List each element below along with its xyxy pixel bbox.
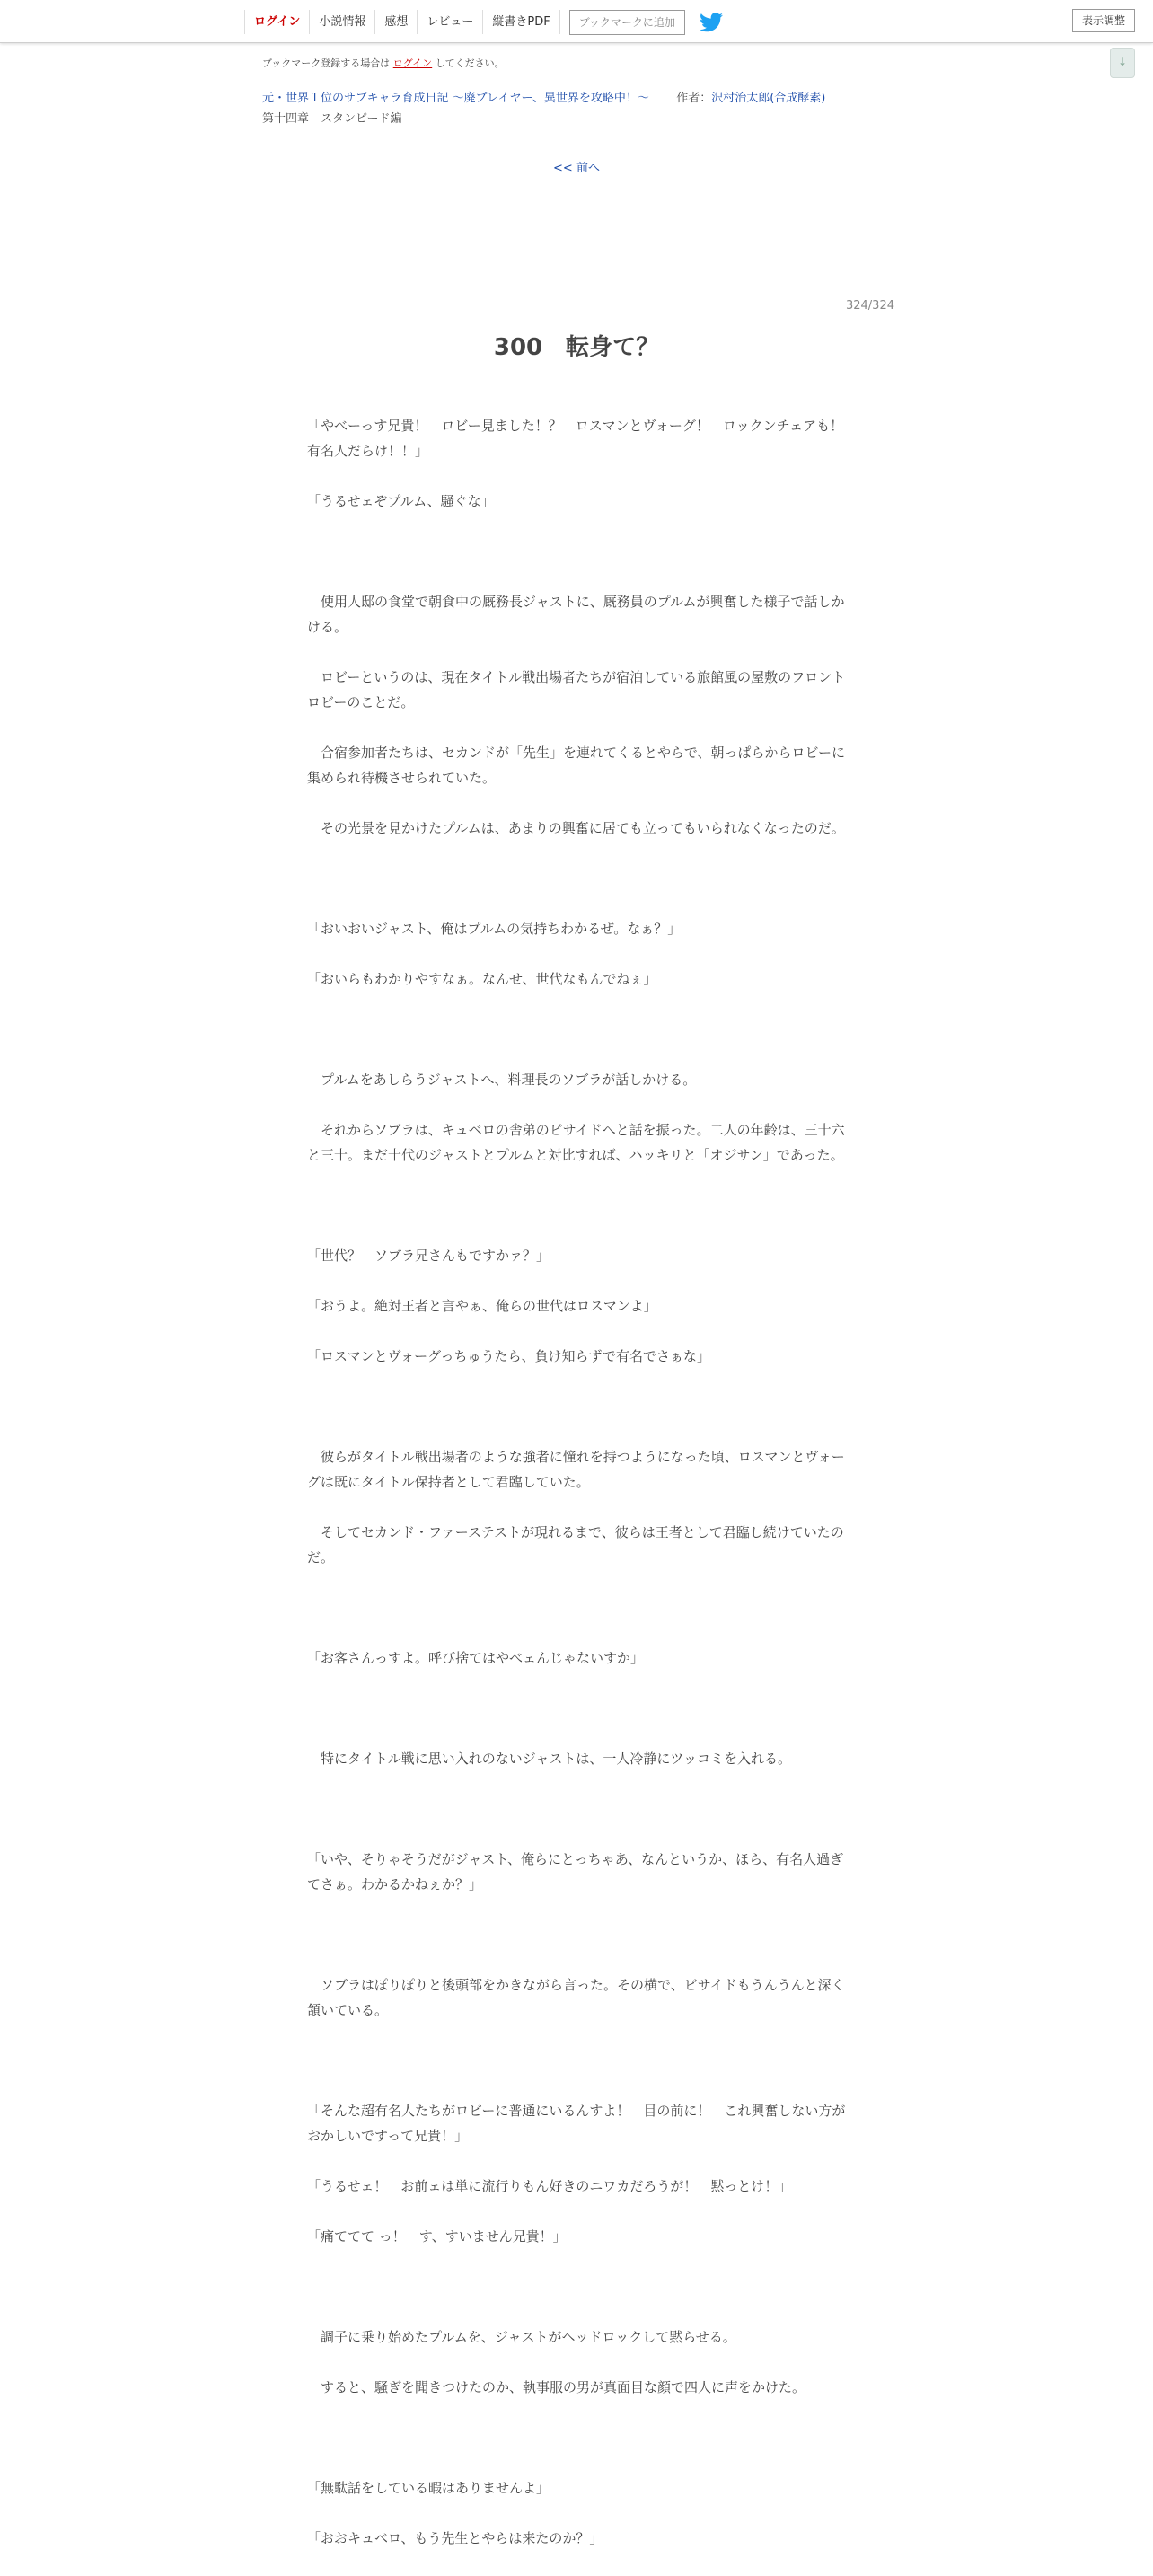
blank-line xyxy=(307,1796,846,1822)
body-paragraph: そしてセカンド・ファーステストが現れるまで、彼らは王者として君臨し続けていたのだ。 xyxy=(307,1524,844,1566)
paragraph-gap xyxy=(307,2249,846,2274)
paragraph-gap xyxy=(307,992,846,1017)
display-settings-button[interactable]: 表示調整 xyxy=(1072,9,1135,32)
body-paragraph: 使用人邸の食堂で朝食中の厩務長ジャストに、厩務員のプルムが興奮した様子で話しかける。 xyxy=(307,594,845,635)
paragraph-gap xyxy=(307,841,846,866)
paragraph-gap xyxy=(307,1620,846,1645)
paragraph-gap xyxy=(307,1495,846,1520)
paragraph-gap xyxy=(307,1042,846,1067)
paragraph-gap xyxy=(307,2023,846,2048)
paragraph-gap xyxy=(307,1947,846,1972)
paragraph-gap xyxy=(307,2148,846,2174)
nav-vertical-pdf[interactable]: 縦書きPDF xyxy=(482,10,559,34)
paragraph-gap xyxy=(307,1268,846,1293)
body-paragraph: 「痛ててて っ！ す、すいません兄貴！」 xyxy=(307,2228,567,2245)
nav-login[interactable]: ログイン xyxy=(244,10,309,34)
paragraph-gap xyxy=(307,463,846,489)
paragraph-gap xyxy=(307,640,846,665)
page-counter: 324/324 xyxy=(845,299,894,313)
paragraph-gap xyxy=(307,1671,846,1696)
paragraph-gap xyxy=(307,715,846,740)
paragraph-gap xyxy=(307,1369,846,1394)
paragraph-gap xyxy=(307,514,846,539)
paragraph-gap xyxy=(307,2199,846,2224)
paragraph-gap xyxy=(307,1897,846,1922)
paragraph-gap xyxy=(307,1570,846,1595)
add-bookmark-button[interactable]: ブックマークに追加 xyxy=(569,10,685,35)
author-link[interactable]: 沢村治太郎(合成酵素) xyxy=(711,92,826,105)
scroll-down-button[interactable]: ↓ xyxy=(1110,48,1135,78)
paragraph-gap xyxy=(307,1822,846,1847)
blank-line xyxy=(307,2048,846,2073)
blank-line xyxy=(307,1017,846,1042)
body-paragraph: 「ロスマンとヴォーグっちゅうたら、負け知らずで有名でさぁな」 xyxy=(307,1348,710,1364)
paragraph-gap xyxy=(307,2551,846,2576)
blank-line xyxy=(307,1696,846,1721)
body-paragraph: 「うるせェ！ お前ェは単に流行りもん好きのニワカだろうが！ 黙っとけ！」 xyxy=(307,2178,792,2194)
body-paragraph: 特にタイトル戦に思い入れのないジャストは、一人冷静にツッコミを入れる。 xyxy=(307,1751,791,1767)
nav-review[interactable]: レビュー xyxy=(417,10,482,34)
top-navigation-bar xyxy=(0,0,1153,43)
blank-line xyxy=(307,1595,846,1620)
work-info xyxy=(262,88,825,105)
blank-line xyxy=(307,1193,846,1218)
paragraph-gap xyxy=(307,891,846,916)
author-label: 作者： xyxy=(676,92,712,105)
paragraph-gap xyxy=(307,1419,846,1444)
blank-line xyxy=(307,2425,846,2450)
paragraph-gap xyxy=(307,2299,846,2325)
body-paragraph: 彼らがタイトル戦出場者のような強者に憧れを持つようになった頃、ロスマンとヴォーグは既にタイトル保持者として君臨していた。 xyxy=(307,1449,845,1490)
body-paragraph: それからソブラは、キュベロの舎弟のビサイドへと話を振った。二人の年齢は、三十六と三十。まだ十代のジャストとプルムと対比すれば、ハッキリと「オジサン」であった。 xyxy=(307,1122,845,1163)
body-paragraph: 「世代？ ソブラ兄さんもですかァ？」 xyxy=(307,1248,550,1264)
login-notice xyxy=(262,56,505,70)
body-paragraph: 「無駄話をしている暇はありませんよ」 xyxy=(307,2480,550,2496)
paragraph-gap xyxy=(307,1721,846,1746)
paragraph-gap xyxy=(307,564,846,589)
body-paragraph: 「おいらもわかりやすなぁ。なんせ、世代なもんでねぇ」 xyxy=(307,971,657,987)
chapter-title: 第十四章 スタンピード編 xyxy=(262,112,402,126)
paragraph-gap xyxy=(307,941,846,966)
login-notice-link[interactable]: ログイン xyxy=(392,57,433,69)
novel-body xyxy=(307,413,858,2576)
blank-line xyxy=(307,539,846,564)
blank-line xyxy=(307,2274,846,2299)
nav-impressions[interactable]: 感想 xyxy=(374,10,417,34)
nav-novel-info[interactable]: 小説情報 xyxy=(309,10,374,34)
paragraph-gap xyxy=(307,2350,846,2375)
paragraph-gap xyxy=(307,2400,846,2425)
body-paragraph: 「おうよ。絶対王者と言やぁ、俺らの世代はロスマンよ」 xyxy=(307,1298,657,1314)
paragraph-gap xyxy=(307,1218,846,1243)
main-nav xyxy=(244,10,723,34)
blank-line xyxy=(307,1922,846,1947)
body-paragraph: 「やべーっす兄貴！ ロビー見ました！？ ロスマンとヴォーグ！ ロックンチェアも！ 有名人だらけ！！」 xyxy=(307,418,858,459)
paragraph-gap xyxy=(307,1092,846,1117)
prev-page-link xyxy=(0,158,1153,175)
prev-page-link-text[interactable]: << 前へ xyxy=(553,162,600,175)
body-paragraph: 「うるせェぞプルム、騒ぐな」 xyxy=(307,493,495,509)
blank-line xyxy=(307,866,846,891)
body-paragraph: その光景を見かけたプルムは、あまりの興奮に居ても立ってもいられなくなったのだ。 xyxy=(307,820,845,836)
login-notice-prefix: ブックマーク登録する場合は xyxy=(262,57,391,69)
paragraph-gap xyxy=(307,2501,846,2526)
body-paragraph: 「いや、そりゃそうだがジャスト、俺らにとっちゃあ、なんというか、ほら、有名人過ぎてさぁ。わかるかねぇか？」 xyxy=(307,1851,844,1892)
body-paragraph: 「おいおいジャスト、俺はプルムの気持ちわかるぜ。なぁ？」 xyxy=(307,921,682,937)
body-paragraph: ソブラはぽりぽりと後頭部をかきながら言った。その横で、ビサイドもうんうんと深く頷いている。 xyxy=(307,1977,845,2018)
twitter-bird-icon[interactable] xyxy=(700,13,723,32)
paragraph-gap xyxy=(307,1319,846,1344)
body-paragraph: 合宿参加者たちは、セカンドが「先生」を連れてくるとやらで、朝っぱらからロビーに集められ待機させられていた。 xyxy=(307,745,845,786)
body-paragraph: 「お客さんっすよ。呼び捨てはやべェんじゃないすか」 xyxy=(307,1650,645,1666)
body-paragraph: 「おおキュベロ、もう先生とやらは来たのか？」 xyxy=(307,2530,603,2546)
body-paragraph: すると、騒ぎを聞きつけたのか、執事服の男が真面目な顔で四人に声をかけた。 xyxy=(307,2379,806,2395)
episode-title: 300 転身て？ xyxy=(493,334,660,361)
blank-line xyxy=(307,1394,846,1419)
paragraph-gap xyxy=(307,1771,846,1796)
work-title-link[interactable]: 元・世界１位のサブキャラ育成日記 ～廃プレイヤー、異世界を攻略中！～ xyxy=(262,92,649,105)
paragraph-gap xyxy=(307,2450,846,2475)
body-paragraph: 調子に乗り始めたプルムを、ジャストがヘッドロックして黙らせる。 xyxy=(307,2329,736,2345)
paragraph-gap xyxy=(307,2073,846,2098)
body-paragraph: プルムをあしらうジャストへ、料理長のソブラが話しかける。 xyxy=(307,1072,697,1088)
login-notice-suffix: してください。 xyxy=(435,57,505,69)
paragraph-gap xyxy=(307,1168,846,1193)
body-paragraph: ロビーというのは、現在タイトル戦出場者たちが宿泊している旅館風の屋敷のフロントロビーのことだ。 xyxy=(307,669,846,710)
body-paragraph: 「そんな超有名人たちがロビーに普通にいるんすよ！ 目の前に！ これ興奮しない方がおかしいですって兄貴！」 xyxy=(307,2103,846,2144)
paragraph-gap xyxy=(307,790,846,816)
